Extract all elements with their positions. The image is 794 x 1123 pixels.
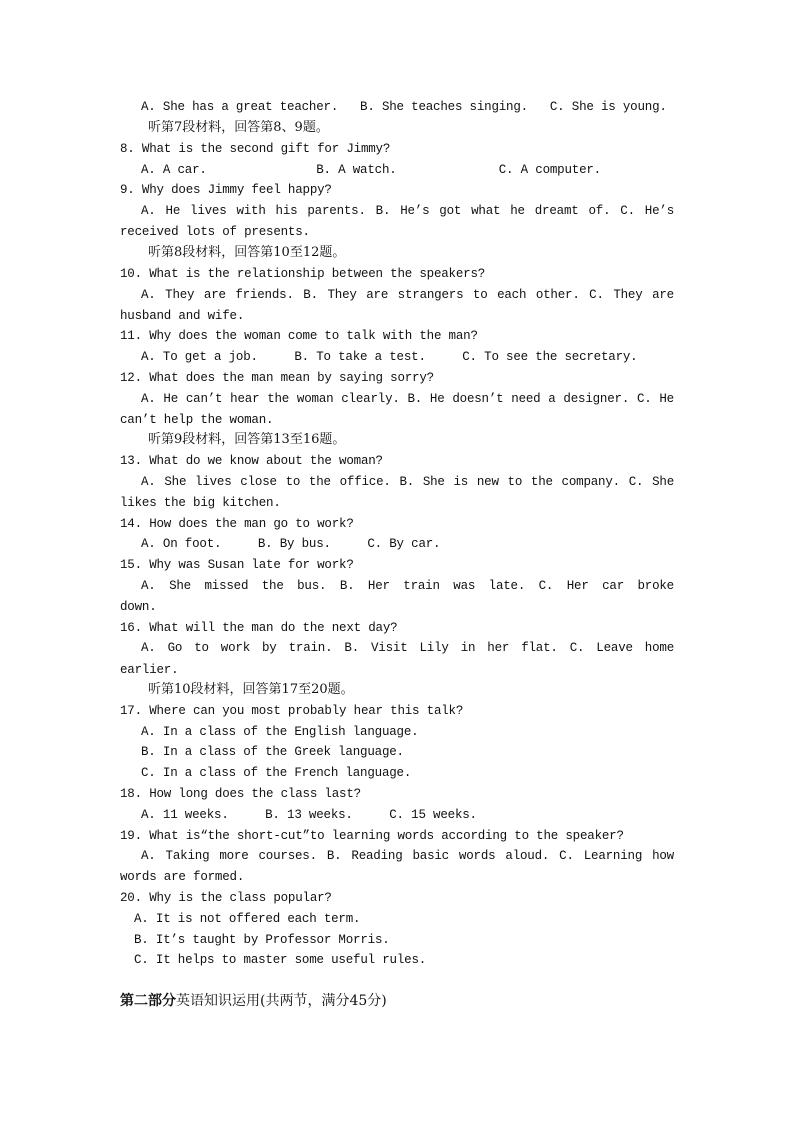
q7-options: A. She has a great teacher. B. She teaches singing. C. She is young. [141,100,667,114]
q13-question: 13. What do we know about the woman? [120,454,383,468]
q15-options-cont: down. [120,600,157,614]
q9-options: A. He lives with his parents. B. He’s got what he dreamt of. C. He’s [141,204,674,218]
q10-options-cont: husband and wife. [120,309,245,323]
q16-options-cont: earlier. [120,663,179,677]
q20-option-c: C. It helps to master some useful rules. [134,953,427,967]
q18-question: 18. How long does the class last? [120,787,361,801]
section-instruction-9: 听第9段材料，回答第13至16题。 [148,432,346,447]
q12-options-cont: can’t help the woman. [120,413,274,427]
q13-options-cont: likes the big kitchen. [120,496,281,510]
q8-question: 8. What is the second gift for Jimmy? [120,142,391,156]
q16-question: 16. What will the man do the next day? [120,621,398,635]
q11-options: A. To get a job. B. To take a test. C. To see the secretary. [141,350,638,364]
q8-options: A. A car. B. A watch. C. A computer. [141,163,601,177]
q18-options: A. 11 weeks. B. 13 weeks. C. 15 weeks. [141,808,477,822]
q17-option-b: B. In a class of the Greek language. [141,745,404,759]
q12-question: 12. What does the man mean by saying sorry? [120,371,434,385]
q20-option-a: A. It is not offered each term. [134,912,361,926]
q10-options: A. They are friends. B. They are strangers to each other. C. They are [141,288,674,302]
q16-options: A. Go to work by train. B. Visit Lily in her flat. C. Leave home [141,641,674,655]
q11-question: 11. Why does the woman come to talk with the man? [120,329,478,343]
q14-question: 14. How does the man go to work? [120,517,354,531]
section-instruction-8: 听第8段材料，回答第10至12题。 [148,245,346,260]
q20-question: 20. Why is the class popular? [120,891,332,905]
section-instruction-10: 听第10段材料，回答第17至20题。 [148,682,354,697]
q20-option-b: B. It’s taught by Professor Morris. [134,933,390,947]
q9-question: 9. Why does Jimmy feel happy? [120,183,332,197]
q19-options-cont: words are formed. [120,870,245,884]
q13-options: A. She lives close to the office. B. She is new to the company. C. She [141,475,674,489]
q12-options: A. He can’t hear the woman clearly. B. He doesn’t need a designer. C. He [141,392,674,406]
q17-question: 17. Where can you most probably hear this talk? [120,704,464,718]
part-two-title: 英语知识运用(共两节，满分45分) [176,993,387,1009]
q14-options: A. On foot. B. By bus. C. By car. [141,537,441,551]
q17-option-a: A. In a class of the English language. [141,725,419,739]
part-two-heading [120,990,387,1012]
part-two-label: 第二部分 [120,993,176,1009]
q15-question: 15. Why was Susan late for work? [120,558,354,572]
q17-option-c: C. In a class of the French language. [141,766,412,780]
q10-question: 10. What is the relationship between the speakers? [120,267,486,281]
q19-options: A. Taking more courses. B. Reading basic words aloud. C. Learning how [141,849,674,863]
q19-question: 19. What is“the short-cut”to learning words according to the speaker? [120,829,624,843]
section-instruction-7: 听第7段材料，回答第8、9题。 [148,120,329,135]
q15-options: A. She missed the bus. B. Her train was late. C. Her car broke [141,579,674,593]
q9-options-cont: received lots of presents. [120,225,310,239]
